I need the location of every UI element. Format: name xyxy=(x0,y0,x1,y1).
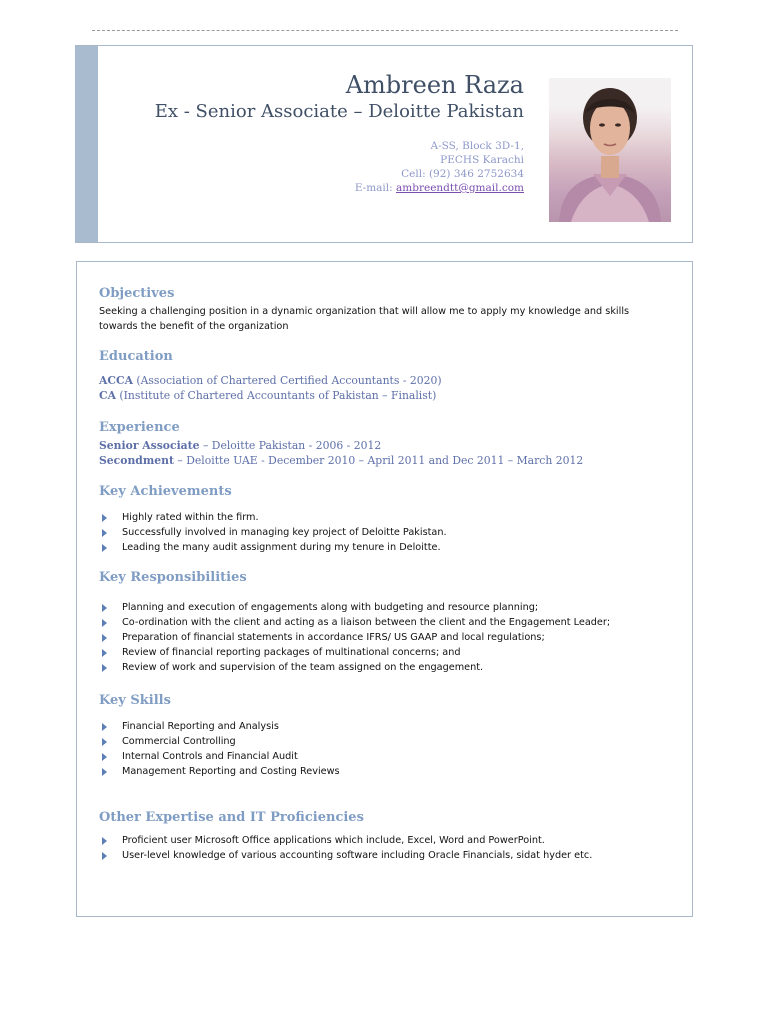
address-line-2: PECHS Karachi xyxy=(440,154,524,166)
skills-list xyxy=(99,719,340,779)
bullet-arrow-icon xyxy=(102,604,107,612)
bullet-arrow-icon xyxy=(102,649,107,657)
list-item xyxy=(99,525,447,540)
address-line-1: A-SS, Block 3D-1, xyxy=(430,140,524,152)
list-item-text: Planning and execution of engagements along with budgeting and resource planning; xyxy=(122,602,539,613)
achievements-heading: Key Achievements xyxy=(99,484,232,499)
achievements-list xyxy=(99,510,447,555)
list-item xyxy=(99,719,340,734)
list-item-text: Internal Controls and Financial Audit xyxy=(122,751,298,762)
list-item-text: Review of work and supervision of the team assigned on the engagement. xyxy=(122,662,484,673)
bullet-arrow-icon xyxy=(102,619,107,627)
education-item-ca xyxy=(99,388,436,403)
experience-item-senior-associate xyxy=(99,438,381,453)
candidate-name: Ambreen Raza xyxy=(345,71,524,99)
list-item xyxy=(99,645,610,660)
expertise-list xyxy=(99,833,592,863)
list-item xyxy=(99,540,447,555)
list-item xyxy=(99,630,610,645)
skills-heading: Key Skills xyxy=(99,693,171,708)
bullet-arrow-icon xyxy=(102,723,107,731)
list-item xyxy=(99,660,610,675)
list-item-text: Commercial Controlling xyxy=(122,736,236,747)
experience-role: Senior Associate xyxy=(99,439,200,452)
education-abbr: ACCA xyxy=(99,374,133,387)
responsibilities-heading: Key Responsibilities xyxy=(99,570,247,585)
bullet-arrow-icon xyxy=(102,852,107,860)
list-item xyxy=(99,615,610,630)
bullet-arrow-icon xyxy=(102,514,107,522)
list-item-text: Co-ordination with the client and acting as a liaison between the client and the Engagement Leader; xyxy=(122,617,611,628)
email-link[interactable]: ambreendtt@gmail.com xyxy=(396,182,524,194)
experience-role: Secondment xyxy=(99,454,174,467)
bullet-arrow-icon xyxy=(102,544,107,552)
list-item-text: Successfully involved in managing key project of Deloitte Pakistan. xyxy=(122,527,447,538)
bullet-arrow-icon xyxy=(102,634,107,642)
experience-detail: – Deloitte Pakistan - 2006 - 2012 xyxy=(199,439,382,452)
list-item-text: Leading the many audit assignment during my tenure in Deloitte. xyxy=(122,542,441,553)
email-label: E-mail: xyxy=(354,182,397,194)
list-item-text: Preparation of financial statements in accordance IFRS/ US GAAP and local regulations; xyxy=(122,632,545,643)
list-item xyxy=(99,734,340,749)
list-item-text: Review of financial reporting packages of multinational concerns; and xyxy=(122,647,461,658)
resume-header xyxy=(75,45,693,243)
list-item xyxy=(99,600,610,615)
bullet-arrow-icon xyxy=(102,768,107,776)
resume-body xyxy=(76,261,693,917)
list-item-text: Highly rated within the firm. xyxy=(122,512,259,523)
bullet-arrow-icon xyxy=(102,738,107,746)
bullet-arrow-icon xyxy=(102,529,107,537)
list-item-text: User-level knowledge of various accounting software including Oracle Financials, sidat hyder etc. xyxy=(122,850,593,861)
list-item xyxy=(99,510,447,525)
list-item-text: Financial Reporting and Analysis xyxy=(122,721,279,732)
objectives-text: Seeking a challenging position in a dynamic organization that will allow me to apply my knowledge and skills towards the benefit of the organization xyxy=(99,306,630,332)
experience-item-secondment xyxy=(99,453,583,468)
education-detail: (Association of Chartered Certified Accountants - 2020) xyxy=(132,374,442,387)
contact-block xyxy=(355,139,524,195)
expertise-heading: Other Expertise and IT Proficiencies xyxy=(99,810,364,825)
profile-photo xyxy=(549,78,671,222)
top-dashed-rule xyxy=(92,30,678,31)
experience-detail: – Deloitte UAE - December 2010 – April 2011 and Dec 2011 – March 2012 xyxy=(173,454,584,467)
bullet-arrow-icon xyxy=(102,664,107,672)
responsibilities-list xyxy=(99,600,610,675)
list-item-text: Management Reporting and Costing Reviews xyxy=(122,766,340,777)
email-row xyxy=(355,181,524,195)
education-item-acca xyxy=(99,373,442,388)
education-heading: Education xyxy=(99,349,173,364)
cell-number: Cell: (92) 346 2752634 xyxy=(401,168,524,180)
education-detail: (Institute of Chartered Accountants of Pakistan – Finalist) xyxy=(115,389,437,402)
list-item xyxy=(99,848,592,863)
list-item xyxy=(99,833,592,848)
bullet-arrow-icon xyxy=(102,753,107,761)
objectives-heading: Objectives xyxy=(99,286,175,301)
list-item xyxy=(99,749,340,764)
candidate-title: Ex - Senior Associate – Deloitte Pakistan xyxy=(154,101,524,122)
header-accent-bar xyxy=(76,46,98,242)
list-item xyxy=(99,764,340,779)
list-item-text: Proficient user Microsoft Office applications which include, Excel, Word and PowerPoint. xyxy=(122,835,545,846)
education-abbr: CA xyxy=(99,389,116,402)
experience-heading: Experience xyxy=(99,420,180,435)
bullet-arrow-icon xyxy=(102,837,107,845)
